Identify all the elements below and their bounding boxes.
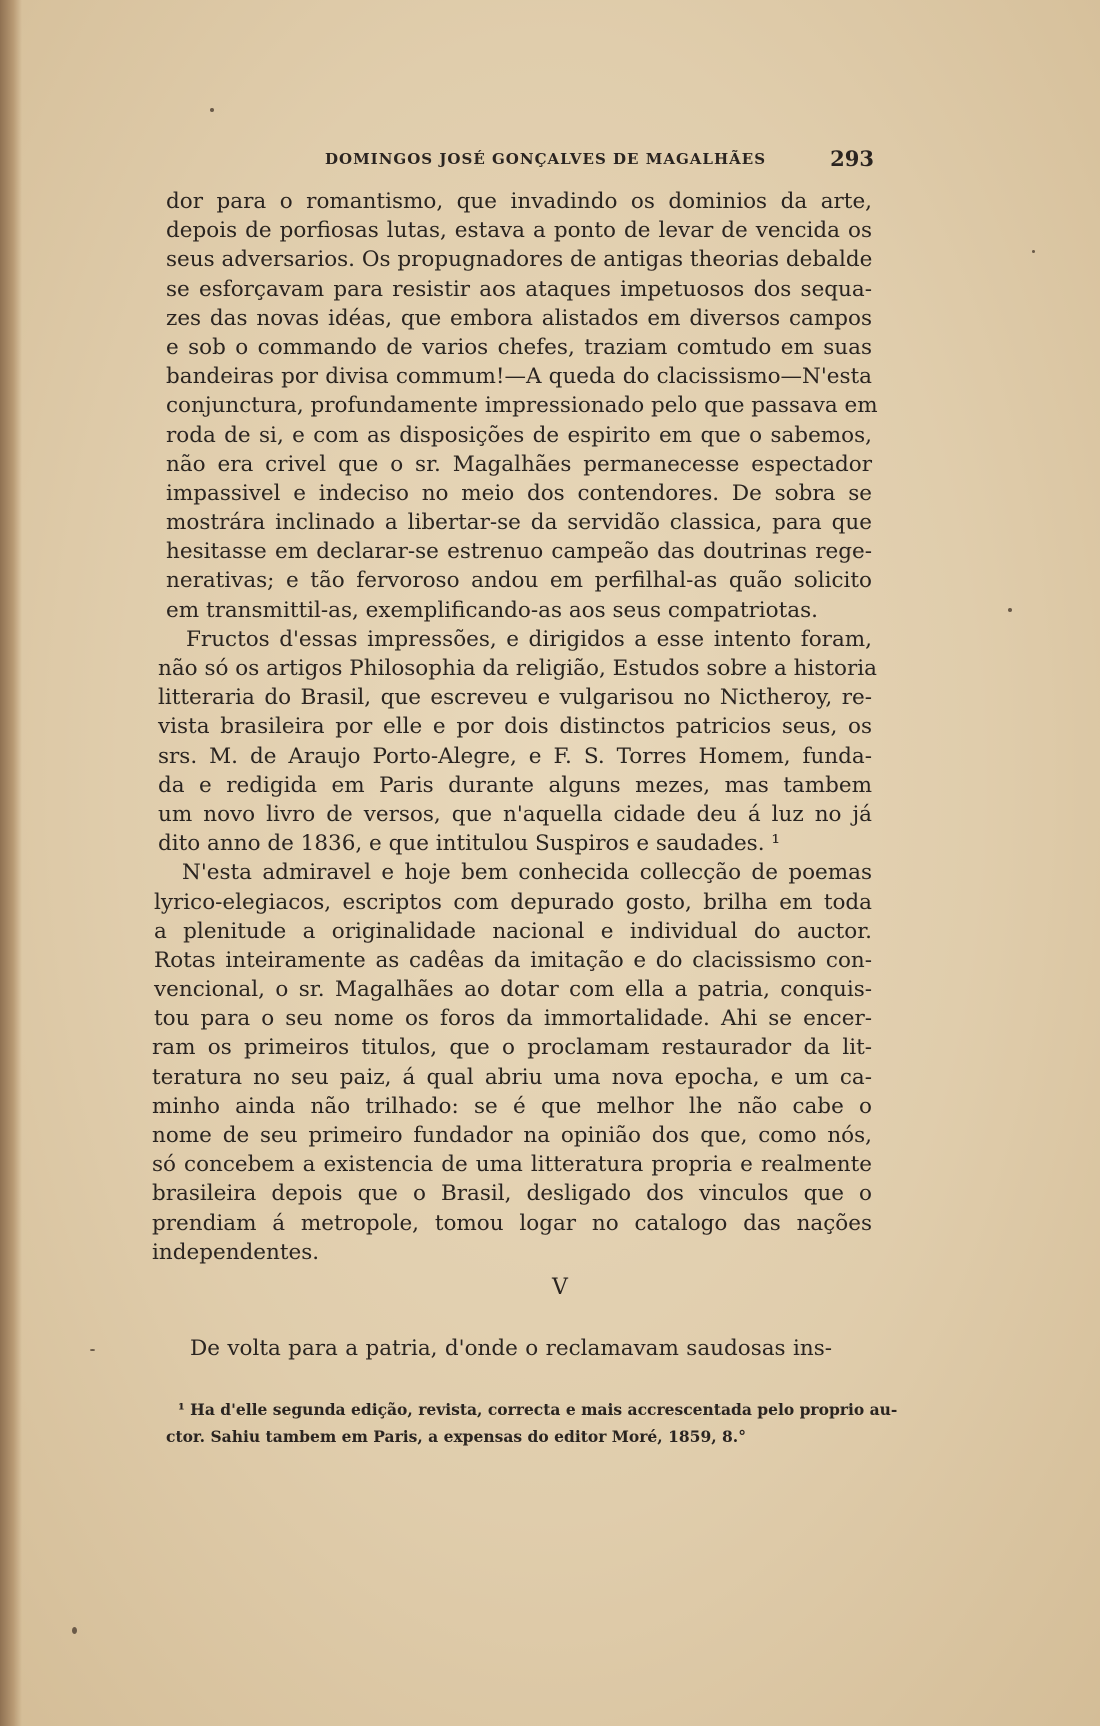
text-line: lyrico-elegiacos, escriptos com depurado gosto, brilha em toda <box>154 889 872 915</box>
page-number: 293 <box>830 146 874 171</box>
paper-speck <box>210 108 214 112</box>
text-line: impassivel e indeciso no meio dos contendores. De sobra se <box>166 480 872 506</box>
text-line: N'esta admiravel e hoje bem conhecida collecção de poemas <box>182 860 872 886</box>
text-line: se esforçavam para resistir aos ataques impetuosos dos sequa- <box>166 276 872 302</box>
text-line: conjunctura, profundamente impressionado pelo que passava em <box>166 393 878 419</box>
text-line: Fructos d'essas impressões, e dirigidos a esse intento foram, <box>186 626 872 652</box>
paper-speck <box>1032 250 1035 253</box>
text-line: em transmittil-as, exemplificando-as aos seus compatriotas. <box>166 597 818 623</box>
paper-speck <box>90 1349 95 1351</box>
footnote <box>166 1396 898 1450</box>
body-text <box>152 187 878 1267</box>
text-line: e sob o commando de varios chefes, traziam comtudo em suas <box>166 334 872 360</box>
text-line: da e redigida em Paris durante alguns mezes, mas tambem <box>158 772 872 798</box>
page-header <box>160 146 874 174</box>
text-line: Rotas inteiramente as cadêas da imitação e do clacissismo con- <box>154 947 872 973</box>
text-line: dor para o romantismo, que invadindo os dominios da arte, <box>166 189 872 214</box>
text-line: srs. M. de Araujo Porto-Alegre, e F. S. Torres Homem, funda- <box>158 743 872 769</box>
text-line: seus adversarios. Os propugnadores de antigas theorias debalde <box>166 247 873 273</box>
text-line: nome de seu primeiro fundador na opinião dos que, como nós, <box>152 1123 872 1148</box>
text-line: hesitasse em declarar-se estrenuo campeão das doutrinas rege- <box>166 539 872 565</box>
text-line: nerativas; e tão fervoroso andou em perfilhal-as quão solicito <box>166 568 872 594</box>
text-line: prendiam á metropole, tomou logar no catalogo das nações <box>152 1210 872 1236</box>
paper-speck <box>1008 608 1012 612</box>
footnote-line: ctor. Sahiu tambem em Paris, a expensas do editor Moré, 1859, 8.° <box>166 1427 746 1446</box>
text-line: teratura no seu paiz, á qual abriu uma nova epocha, e um ca- <box>152 1064 872 1090</box>
text-line: roda de si, e com as disposições de espirito em que o sabemos, <box>166 422 872 448</box>
text-line: não era crivel que o sr. Magalhães permanecesse espectador <box>166 451 872 477</box>
text-line: ram os primeiros titulos, que o proclamam restaurador da lit- <box>152 1035 872 1061</box>
text-line: vencional, o sr. Magalhães ao dotar com ella a patria, conquis- <box>154 977 872 1003</box>
text-line: não só os artigos Philosophia da religião, Estudos sobre a historia <box>158 656 877 681</box>
text-line: dito anno de 1836, e que intitulou Suspiros e saudades. ¹ <box>158 831 780 857</box>
text-line: minho ainda não trilhado: se é que melhor lhe não cabe o <box>152 1093 872 1119</box>
running-title: DOMINGOS JOSÉ GONÇALVES DE MAGALHÃES <box>325 150 767 168</box>
section-opening-line: De volta para a patria, d'onde o reclamavam saudosas ins- <box>190 1336 832 1361</box>
text-line: só concebem a existencia de uma litteratura propria e realmente <box>152 1152 872 1178</box>
text-line: a plenitude a originalidade nacional e individual do auctor. <box>154 918 872 944</box>
text-line: zes das novas idéas, que embora alistados em diversos campos <box>166 305 872 331</box>
text-line: litteraria do Brasil, que escreveu e vulgarisou no Nictheroy, re- <box>158 685 872 711</box>
page-spine-shadow <box>0 0 22 1726</box>
text-line: brasileira depois que o Brasil, desligado dos vinculos que o <box>152 1181 872 1207</box>
footnote-line: ¹ Ha d'elle segunda edição, revista, correcta e mais accrescentada pelo proprio au- <box>178 1400 898 1419</box>
text-line: independentes. <box>152 1239 320 1265</box>
text-line: depois de porfiosas lutas, estava a ponto de levar de vencida os <box>166 218 872 244</box>
text-line: um novo livro de versos, que n'aquella cidade deu á luz no já <box>158 801 872 827</box>
paper-speck <box>72 1627 77 1634</box>
text-line: bandeiras por divisa commum!—A queda do clacissismo—N'esta <box>166 364 872 390</box>
section-numeral: V <box>552 1275 568 1300</box>
text-line: vista brasileira por elle e por dois distinctos patricios seus, os <box>158 714 872 740</box>
text-line: tou para o seu nome os foros da immortalidade. Ahi se encer- <box>154 1006 872 1032</box>
text-line: mostrára inclinado a libertar-se da servidão classica, para que <box>166 510 872 536</box>
